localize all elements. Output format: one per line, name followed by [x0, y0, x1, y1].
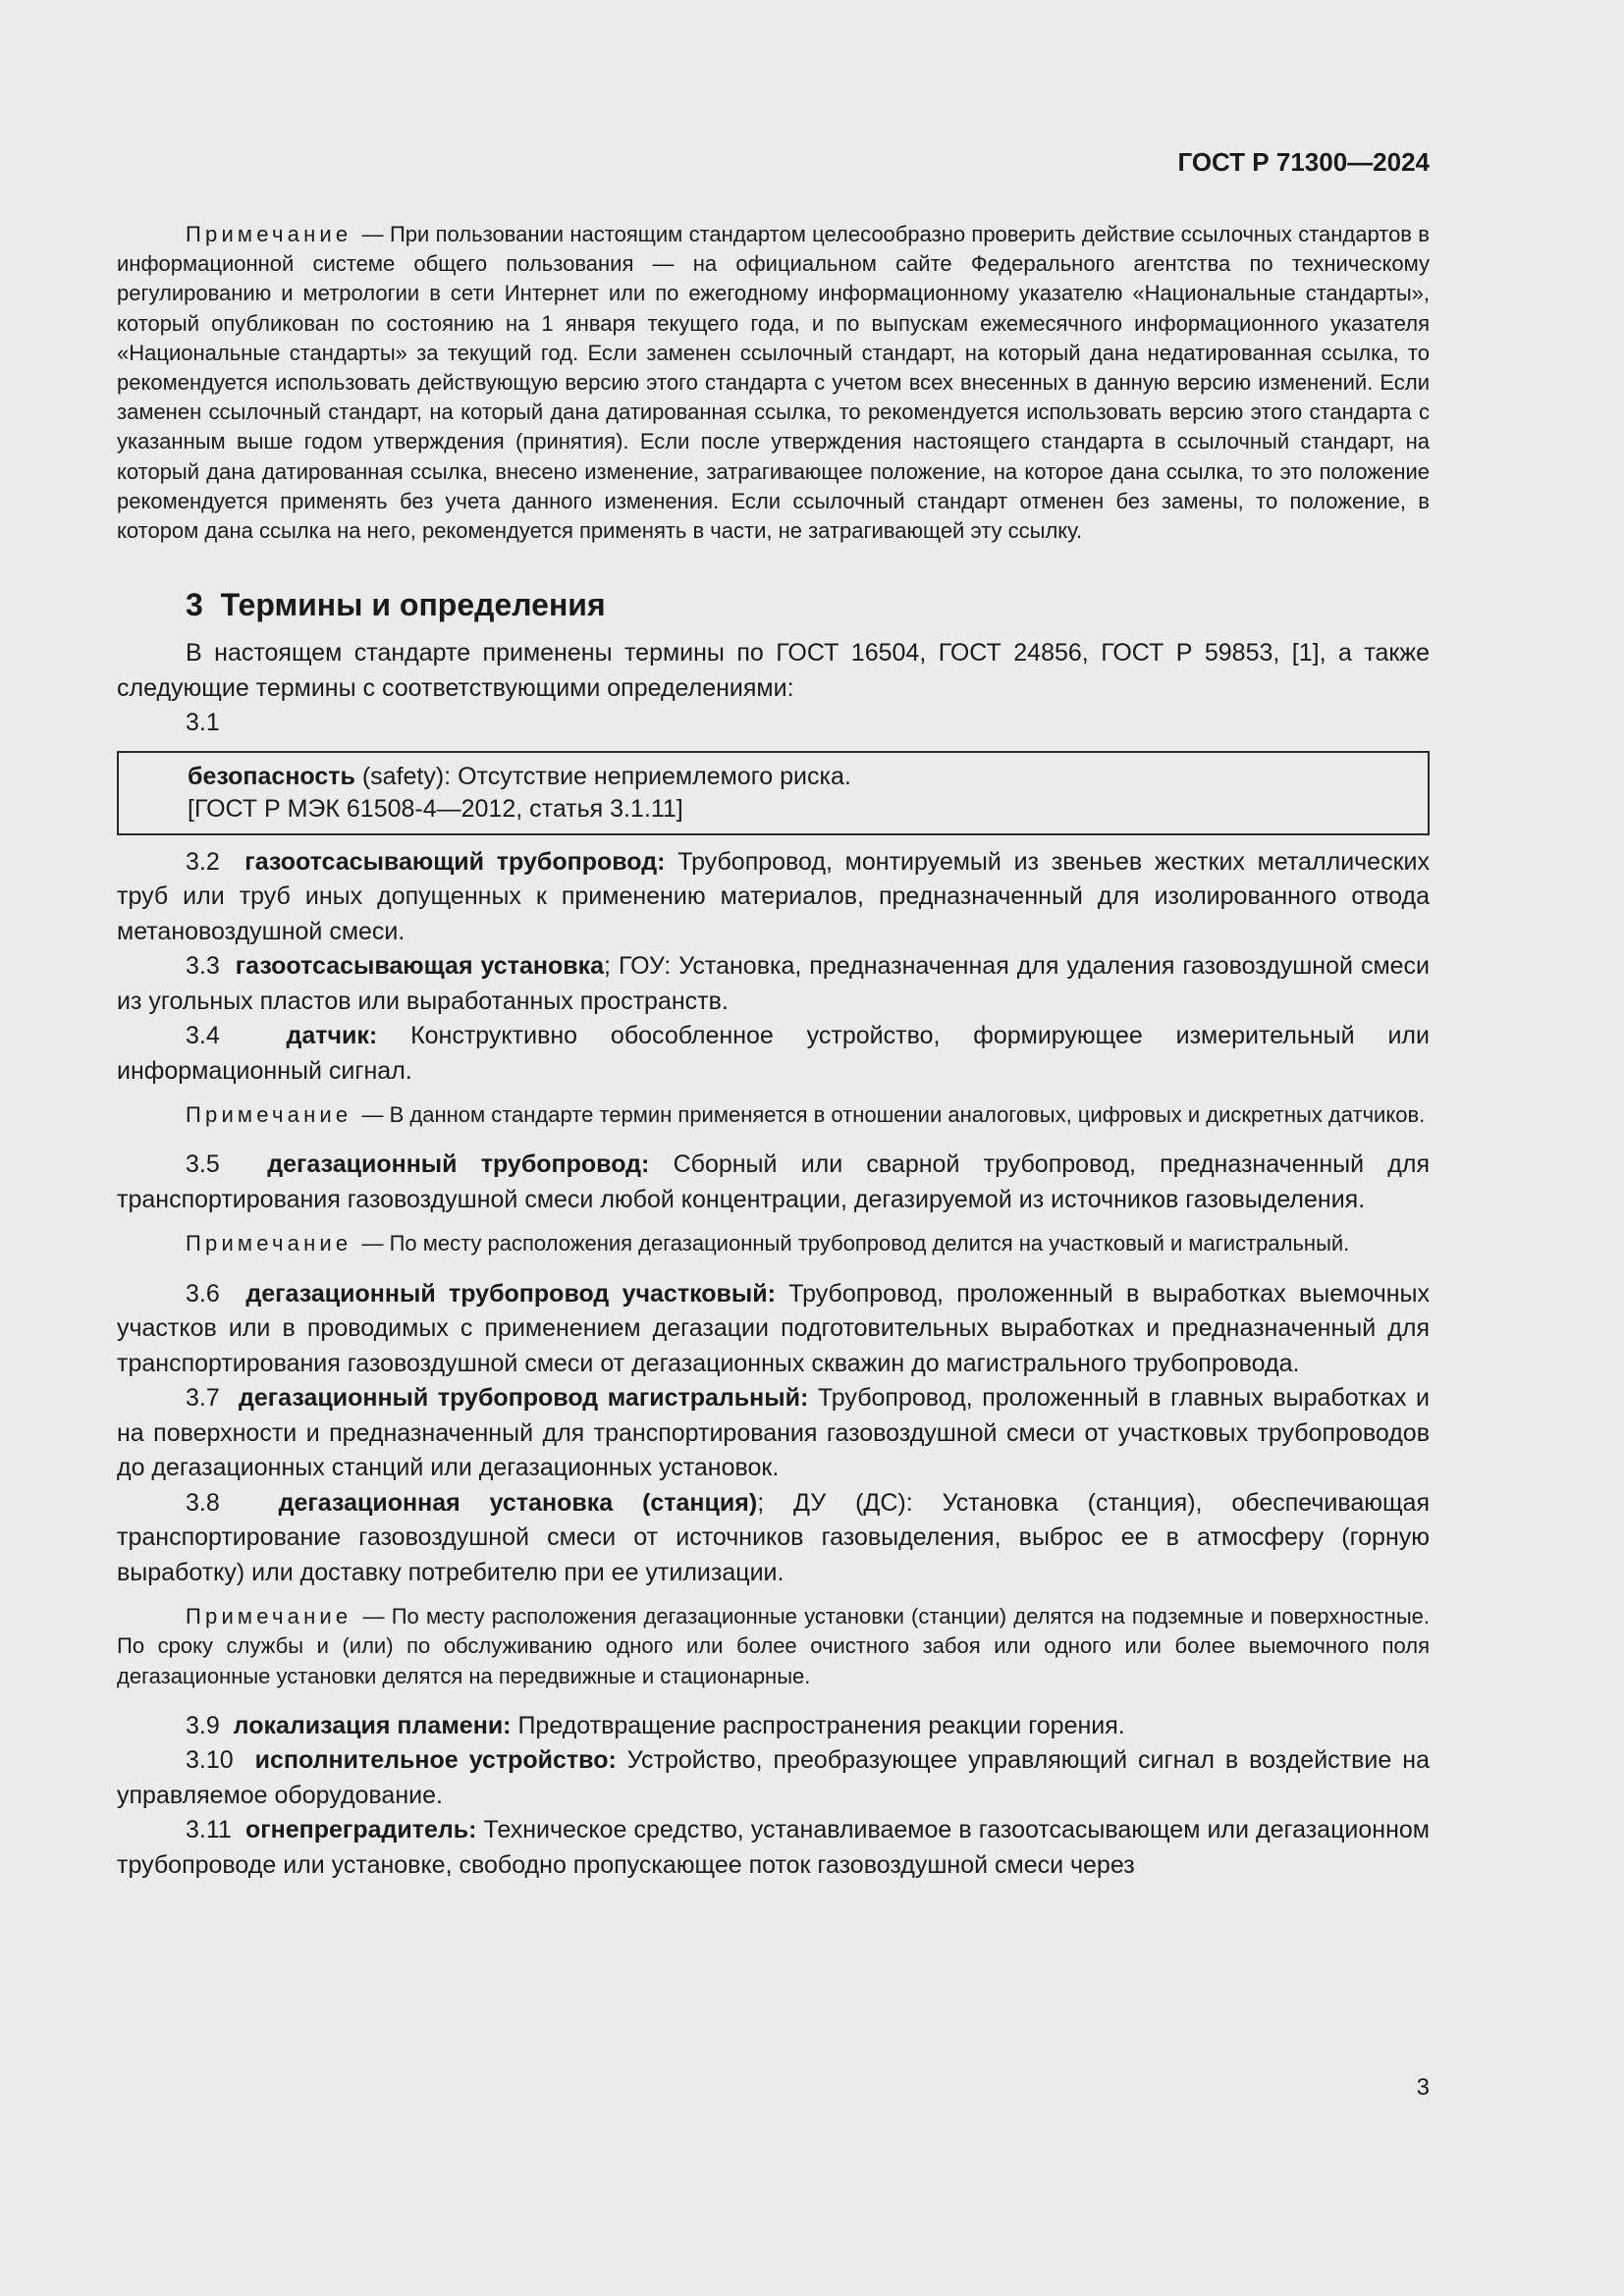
term-3-11-definition: Техническое средство, устанавливаемое в газоотсасывающем или дегазационном трубопроводе или установке, свободно пропускающее поток газовоздушной смеси через [117, 1816, 1430, 1879]
term-3-5 [117, 1148, 1430, 1217]
term-3-4-definition: Конструктивно обособленное устройство, формирующее измерительный или информационный сигнал. [117, 1022, 1430, 1085]
term-3-10-number: 3.10 [186, 1746, 234, 1775]
page-number: 3 [1416, 2074, 1430, 2101]
term-3-10 [117, 1743, 1430, 1813]
term-3-4-term: датчик: [286, 1022, 378, 1050]
term-3-2-number: 3.2 [186, 847, 220, 876]
term-3-8 [117, 1486, 1430, 1591]
term-3-5-definition: Сборный или сварной трубопровод, предназначенный для транспортирования газовоздушной смеси любой концентрации, дегазируемой из источников газовыделения. [117, 1150, 1430, 1213]
term-3-8-note [117, 1602, 1430, 1691]
term-3-10-definition: Устройство, преобразующее управляющий сигнал в воздействие на управляемое оборудование. [117, 1746, 1430, 1809]
term-3-11 [117, 1813, 1430, 1883]
term-3-8-definition: ; ДУ (ДС): Установка (станция), обеспечивающая транспортирование газовоздушной смеси от источников газовыделения, выброс ее в атмосферу (горную выработку) или доставку потребителю при ее утилизации. [117, 1488, 1430, 1586]
term-3-11-term: огнепреградитель: [244, 1816, 477, 1844]
term-3-5-number: 3.5 [186, 1150, 220, 1179]
term-3-7-definition: Трубопровод, проложенный в главных выработках и на поверхности и предназначенный для транспортирования газовоздушной смеси от участковых трубопроводов до дегазационных станций или дегазационных установок. [117, 1384, 1430, 1482]
term-3-3-term: газоотсасывающая установка [235, 952, 605, 981]
term-3-8-term: дегазационная установка (станция) [278, 1488, 758, 1517]
term-3-6-definition: Трубопровод, проложенный в выработках выемочных участков или в проводимых с применением дегазации подготовительных выработках и предназначенный для транспортирования газовоздушной смеси от дегазационных скважин до магистрального трубопровода. [117, 1279, 1430, 1377]
section-number: 3 [186, 587, 203, 623]
term-3-8-number: 3.8 [186, 1488, 220, 1517]
term-3-7-number: 3.7 [186, 1384, 220, 1413]
note-label: Примечание [186, 1604, 352, 1629]
term-3-9 [117, 1709, 1430, 1744]
term-3-7-term: дегазационный трубопровод магистральный: [238, 1384, 809, 1413]
term-3-10-term: исполнительное устройство: [254, 1746, 617, 1775]
term-3-2 [117, 845, 1430, 950]
note-referenced-standards [117, 220, 1430, 546]
note-text: — При пользовании настоящим стандартом целесообразно проверить действие ссылочных стандартов в информационной системе общего пользования — на официальном сайте Федерального агентства по техническому регулированию и метрологии в сети Интернет или по ежегодному информационному указателю «Национальные стандарты», который опубликован по состоянию на 1 января текущего года, и по выпускам ежемесячного информационного указателя «Национальные стандарты» за текущий год. Если заменен ссылочный стандарт, на который дана недатированная ссылка, то рекомендуется использовать действующую версию этого стандарта с учетом всех внесенных в данную версию изменений. Если заменен ссылочный стандарт, на который дана датированная ссылка, то рекомендуется использовать версию этого стандарта с указанным выше годом утверждения (принятия). Если после утверждения настоящего стандарта в ссылочный стандарт, на который дана датированная ссылка, внесено изменение, затрагивающее положение, на которое дана ссылка, то это положение рекомендуется применять без учета данного изменения. Если ссылочный стандарт отменен без замены, то положение, в котором дана ссылка на него, рекомендуется применять в части, не затрагивающей эту ссылку. [117, 222, 1430, 544]
page-content [117, 145, 1430, 1883]
note-label: Примечание [186, 1102, 352, 1128]
term-3-5-term: дегазационный трубопровод: [267, 1150, 650, 1179]
term-3-9-number: 3.9 [186, 1711, 220, 1739]
term-3-6-term: дегазационный трубопровод участковый: [245, 1279, 776, 1308]
note-label: Примечание [186, 1231, 352, 1256]
note-text: — По месту расположения дегазационные установки (станции) делятся на подземные и поверхностные. По сроку службы и (или) по обслуживанию одного или более очистного забоя или одного или более выемочного поля дегазационные установки делятся на передвижные и стационарные. [117, 1604, 1430, 1688]
term-3-2-definition: Трубопровод, монтируемый из звеньев жестких металлических труб или труб иных допущенных к применению материалов, предназначенный для изолированного отвода метановоздушной смеси. [117, 847, 1430, 945]
term-3-4-note [117, 1100, 1430, 1130]
term-3-4 [117, 1019, 1430, 1089]
note-text: — В данном стандарте термин применяется в отношении аналоговых, цифровых и дискретных датчиков. [361, 1102, 1426, 1128]
term-3-1-definition: (safety): Отсутствие неприемлемого риска. [354, 762, 851, 790]
term-3-9-definition: Предотвращение распространения реакции горения. [511, 1711, 1125, 1739]
term-3-6-number: 3.6 [186, 1279, 220, 1308]
document-code: ГОСТ Р 71300—2024 [1177, 147, 1430, 177]
term-3-1-source: [ГОСТ Р МЭК 61508-4—2012, статья 3.1.11] [188, 794, 683, 823]
section-heading [186, 585, 1430, 624]
term-3-3-definition: ; ГОУ: Установка, предназначенная для удаления газовоздушной смеси из угольных пластов или выработанных пространств. [117, 952, 1430, 1015]
term-3-5-note [117, 1229, 1430, 1258]
term-3-3 [117, 949, 1430, 1019]
term-3-11-number: 3.11 [186, 1816, 232, 1844]
term-3-4-number: 3.4 [186, 1022, 220, 1050]
term-3-1-number: 3.1 [186, 709, 220, 737]
term-3-6 [117, 1277, 1430, 1382]
term-3-7 [117, 1381, 1430, 1486]
term-3-2-term: газоотсасывающий трубопровод: [244, 847, 666, 876]
term-3-1-term: безопасность [188, 762, 355, 790]
term-3-1-box [117, 751, 1430, 835]
term-3-3-number: 3.3 [186, 952, 220, 981]
term-3-1-line [188, 761, 1428, 793]
section-intro: В настоящем стандарте применены термины по ГОСТ 16504, ГОСТ 24856, ГОСТ Р 59853, [1], а также следующие термины с соответствующими определениями: [117, 639, 1430, 702]
term-3-9-term: локализация пламени: [233, 1711, 512, 1739]
note-text: — По месту расположения дегазационный трубопровод делится на участковый и магистральный. [361, 1231, 1350, 1256]
section-title: Термины и определения [220, 587, 606, 623]
note-label: Примечание [186, 222, 352, 246]
